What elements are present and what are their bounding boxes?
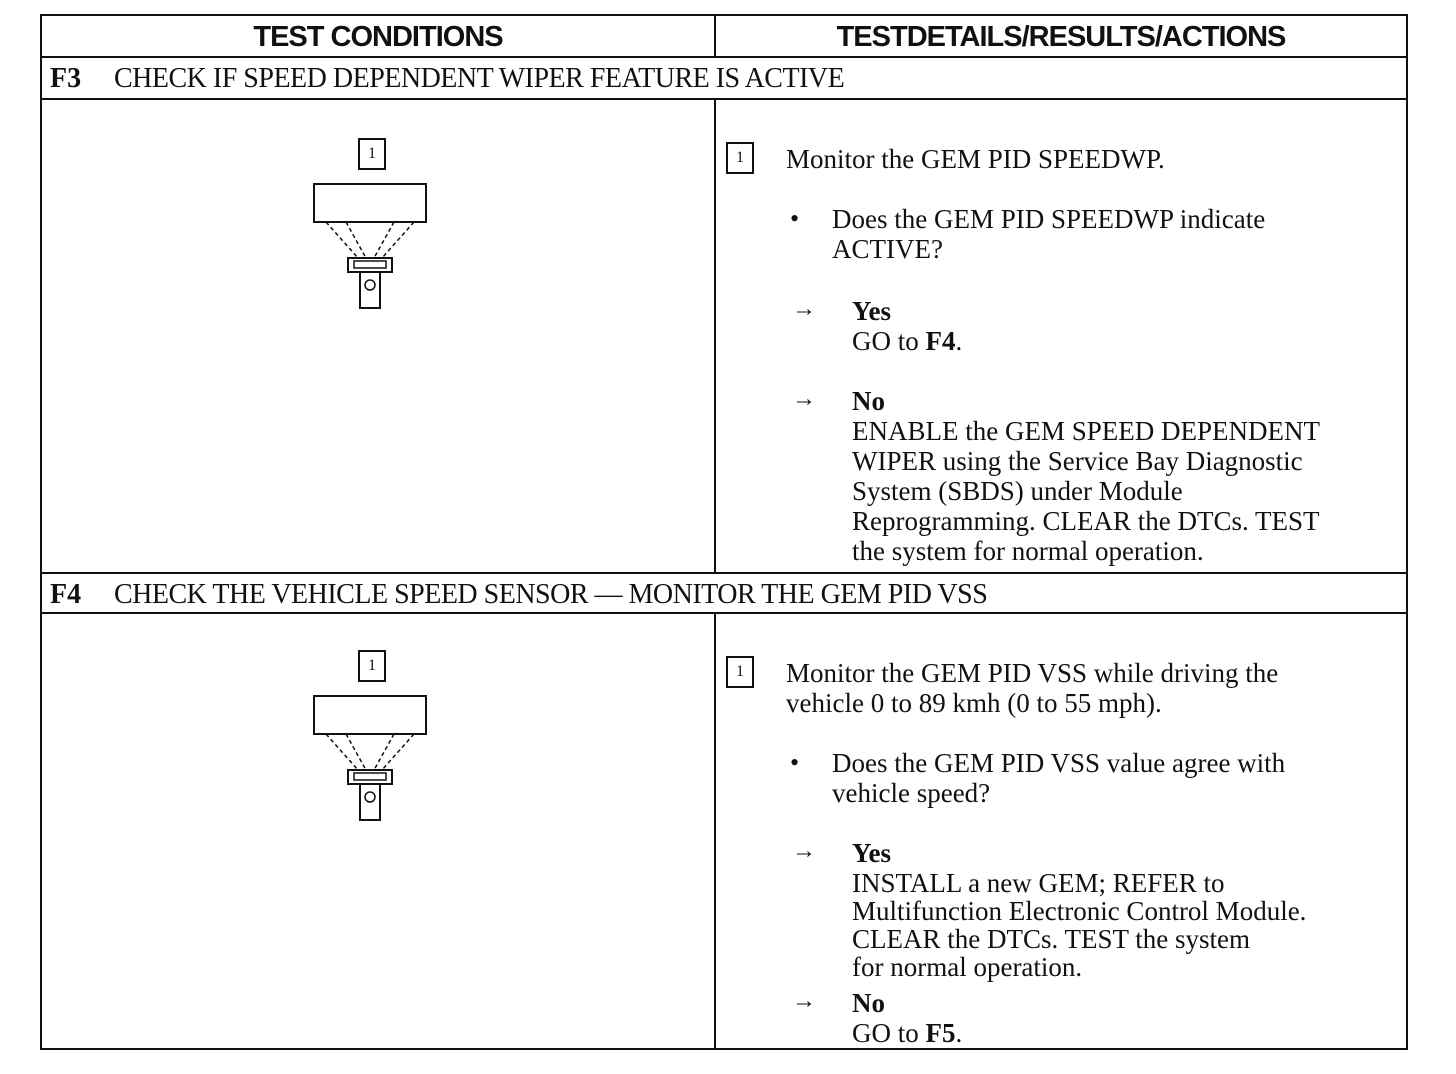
yes-label: Yes bbox=[852, 838, 891, 868]
bullet-icon: • bbox=[790, 748, 800, 777]
figure-step-number: 1 bbox=[358, 138, 386, 170]
no-action-line: the system for normal operation. bbox=[852, 536, 1204, 566]
step-title: CHECK IF SPEED DEPENDENT WIPER FEATURE IS ACTIVE bbox=[114, 63, 845, 94]
detail-step-number: 1 bbox=[726, 656, 754, 688]
yes-action-text: GO to bbox=[852, 326, 926, 356]
step-title: CHECK THE VEHICLE SPEED SENSOR — MONITOR THE GEM PID VSS bbox=[114, 579, 988, 610]
scan-tool-icon bbox=[312, 694, 432, 824]
yes-action-line: CLEAR the DTCs. TEST the system bbox=[852, 924, 1250, 954]
question-line: ACTIVE? bbox=[832, 234, 943, 264]
question-line: vehicle speed? bbox=[832, 778, 991, 808]
yes-action-line: for normal operation. bbox=[852, 952, 1083, 982]
header-test-conditions: TEST CONDITIONS bbox=[42, 16, 716, 58]
no-label: No bbox=[852, 386, 885, 416]
step-reference: F5 bbox=[925, 1018, 956, 1048]
column-divider bbox=[714, 614, 716, 1050]
detail-step-number: 1 bbox=[726, 142, 754, 174]
no-action-line: System (SBDS) under Module bbox=[852, 476, 1183, 506]
scan-tool-icon bbox=[312, 182, 432, 312]
arrow-icon: → bbox=[792, 296, 816, 322]
arrow-icon: → bbox=[792, 386, 816, 412]
no-label: No bbox=[852, 988, 885, 1018]
bullet-icon: • bbox=[790, 204, 800, 233]
no-action-suffix: . bbox=[955, 1018, 963, 1048]
step-reference: F4 bbox=[925, 326, 956, 356]
yes-action bbox=[852, 326, 962, 356]
instruction-line: vehicle 0 to 89 kmh (0 to 55 mph). bbox=[786, 688, 1162, 718]
step-f3-title-row bbox=[42, 58, 1406, 100]
yes-action-line: INSTALL a new GEM; REFER to bbox=[852, 868, 1225, 898]
step-code: F3 bbox=[50, 63, 82, 94]
no-action bbox=[852, 1018, 962, 1048]
no-action-line: Reprogramming. CLEAR the DTCs. TEST bbox=[852, 506, 1320, 536]
figure-step-number: 1 bbox=[358, 650, 386, 682]
no-action-text: GO to bbox=[852, 1018, 926, 1048]
diagnostic-table bbox=[40, 14, 1408, 1050]
header-test-details: TESTDETAILS/RESULTS/ACTIONS bbox=[716, 16, 1406, 58]
column-divider bbox=[714, 100, 716, 572]
question-line: Does the GEM PID VSS value agree with bbox=[832, 748, 1286, 778]
no-action-line: ENABLE the GEM SPEED DEPENDENT bbox=[852, 416, 1320, 446]
yes-action-line: Multifunction Electronic Control Module. bbox=[852, 896, 1307, 926]
yes-label: Yes bbox=[852, 296, 891, 326]
question-line: Does the GEM PID SPEEDWP indicate bbox=[832, 204, 1266, 234]
step-code: F4 bbox=[50, 579, 82, 610]
yes-action-suffix: . bbox=[955, 326, 963, 356]
no-action-line: WIPER using the Service Bay Diagnostic bbox=[852, 446, 1303, 476]
instruction-text: Monitor the GEM PID SPEEDWP. bbox=[786, 144, 1165, 174]
arrow-icon: → bbox=[792, 838, 816, 864]
step-f4-title-row bbox=[42, 572, 1406, 614]
instruction-line: Monitor the GEM PID VSS while driving the bbox=[786, 658, 1279, 688]
arrow-icon: → bbox=[792, 988, 816, 1014]
